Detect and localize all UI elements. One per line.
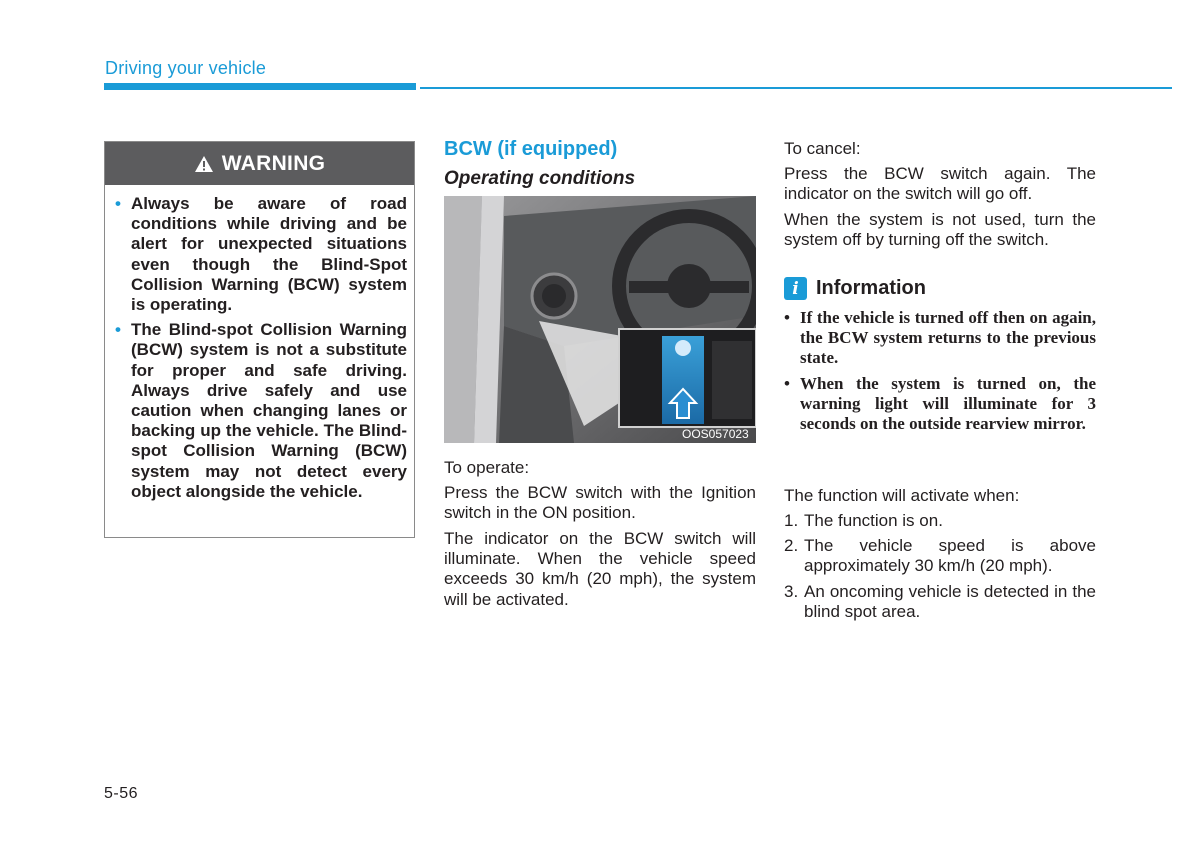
condition-text: An oncoming vehicle is detected in the blind spot area.: [804, 581, 1096, 621]
information-list: [784, 308, 1096, 439]
condition-text: The function is on.: [804, 511, 943, 530]
section-heading: BCW (if equipped): [444, 138, 618, 160]
page-number: 5-56: [104, 785, 139, 802]
header-rule: [420, 87, 1172, 89]
to-operate-label: To operate:: [444, 458, 530, 477]
indicator-text: The indicator on the BCW switch will illuminate. When the vehicle speed exceeds 30 km/h (20 mph), the system will be activated.: [444, 529, 756, 609]
information-item: • If the vehicle is turned off then on again, the BCW system returns to the previous state.: [784, 308, 1096, 369]
activate-intro: The function will activate when:: [784, 486, 1020, 505]
dashboard-illustration: [444, 196, 756, 443]
warning-box: [104, 141, 415, 538]
condition-item: [784, 582, 1096, 622]
warning-triangle-icon: [194, 155, 214, 173]
operate-step-text: Press the BCW switch with the Ignition switch in the ON position.: [444, 483, 756, 523]
condition-number: 3.: [784, 581, 799, 601]
header-bar-accent: [104, 83, 416, 90]
warning-title: WARNING: [221, 151, 326, 175]
section-title: Driving your vehicle: [105, 58, 267, 78]
condition-number: 2.: [784, 536, 799, 556]
activation-conditions-list: [784, 511, 1096, 627]
condition-item: [784, 511, 1096, 531]
cancel-text: Press the BCW switch again. The indicator on the switch will go off.: [784, 164, 1096, 204]
information-icon: i: [784, 277, 807, 300]
warning-item: • The Blind-spot Collision Warning (BCW) system is not a substitute for proper and safe driving. Always drive safely and use caution when changing lanes or backing up the vehicle. The Blind-spot Collision Warning (BCW) system may not detect every object alongside the vehicle.: [115, 320, 407, 502]
information-title: Information: [816, 277, 926, 299]
dashboard-photo: [444, 196, 756, 443]
information-item: • When the system is turned on, the warning light will illuminate for 3 seconds on the outside rearview mirror.: [784, 374, 1096, 435]
warning-item: • Always be aware of road conditions while driving and be alert for unexpected situations even though the Blind-Spot Collision Warning (BCW) system is operating.: [115, 194, 407, 315]
image-code: OOS057023: [682, 427, 749, 441]
to-cancel-label: To cancel:: [784, 139, 861, 158]
information-header: [784, 277, 926, 300]
warning-list: [115, 194, 407, 507]
warning-header: [105, 142, 414, 185]
switch-off-text: When the system is not used, turn the system off by turning off the switch.: [784, 210, 1096, 250]
condition-text: The vehicle speed is above approximately 30 km/h (20 mph).: [804, 536, 1096, 576]
condition-item: [784, 536, 1096, 576]
subsection-heading: Operating conditions: [444, 168, 636, 189]
condition-number: 1.: [784, 511, 799, 530]
